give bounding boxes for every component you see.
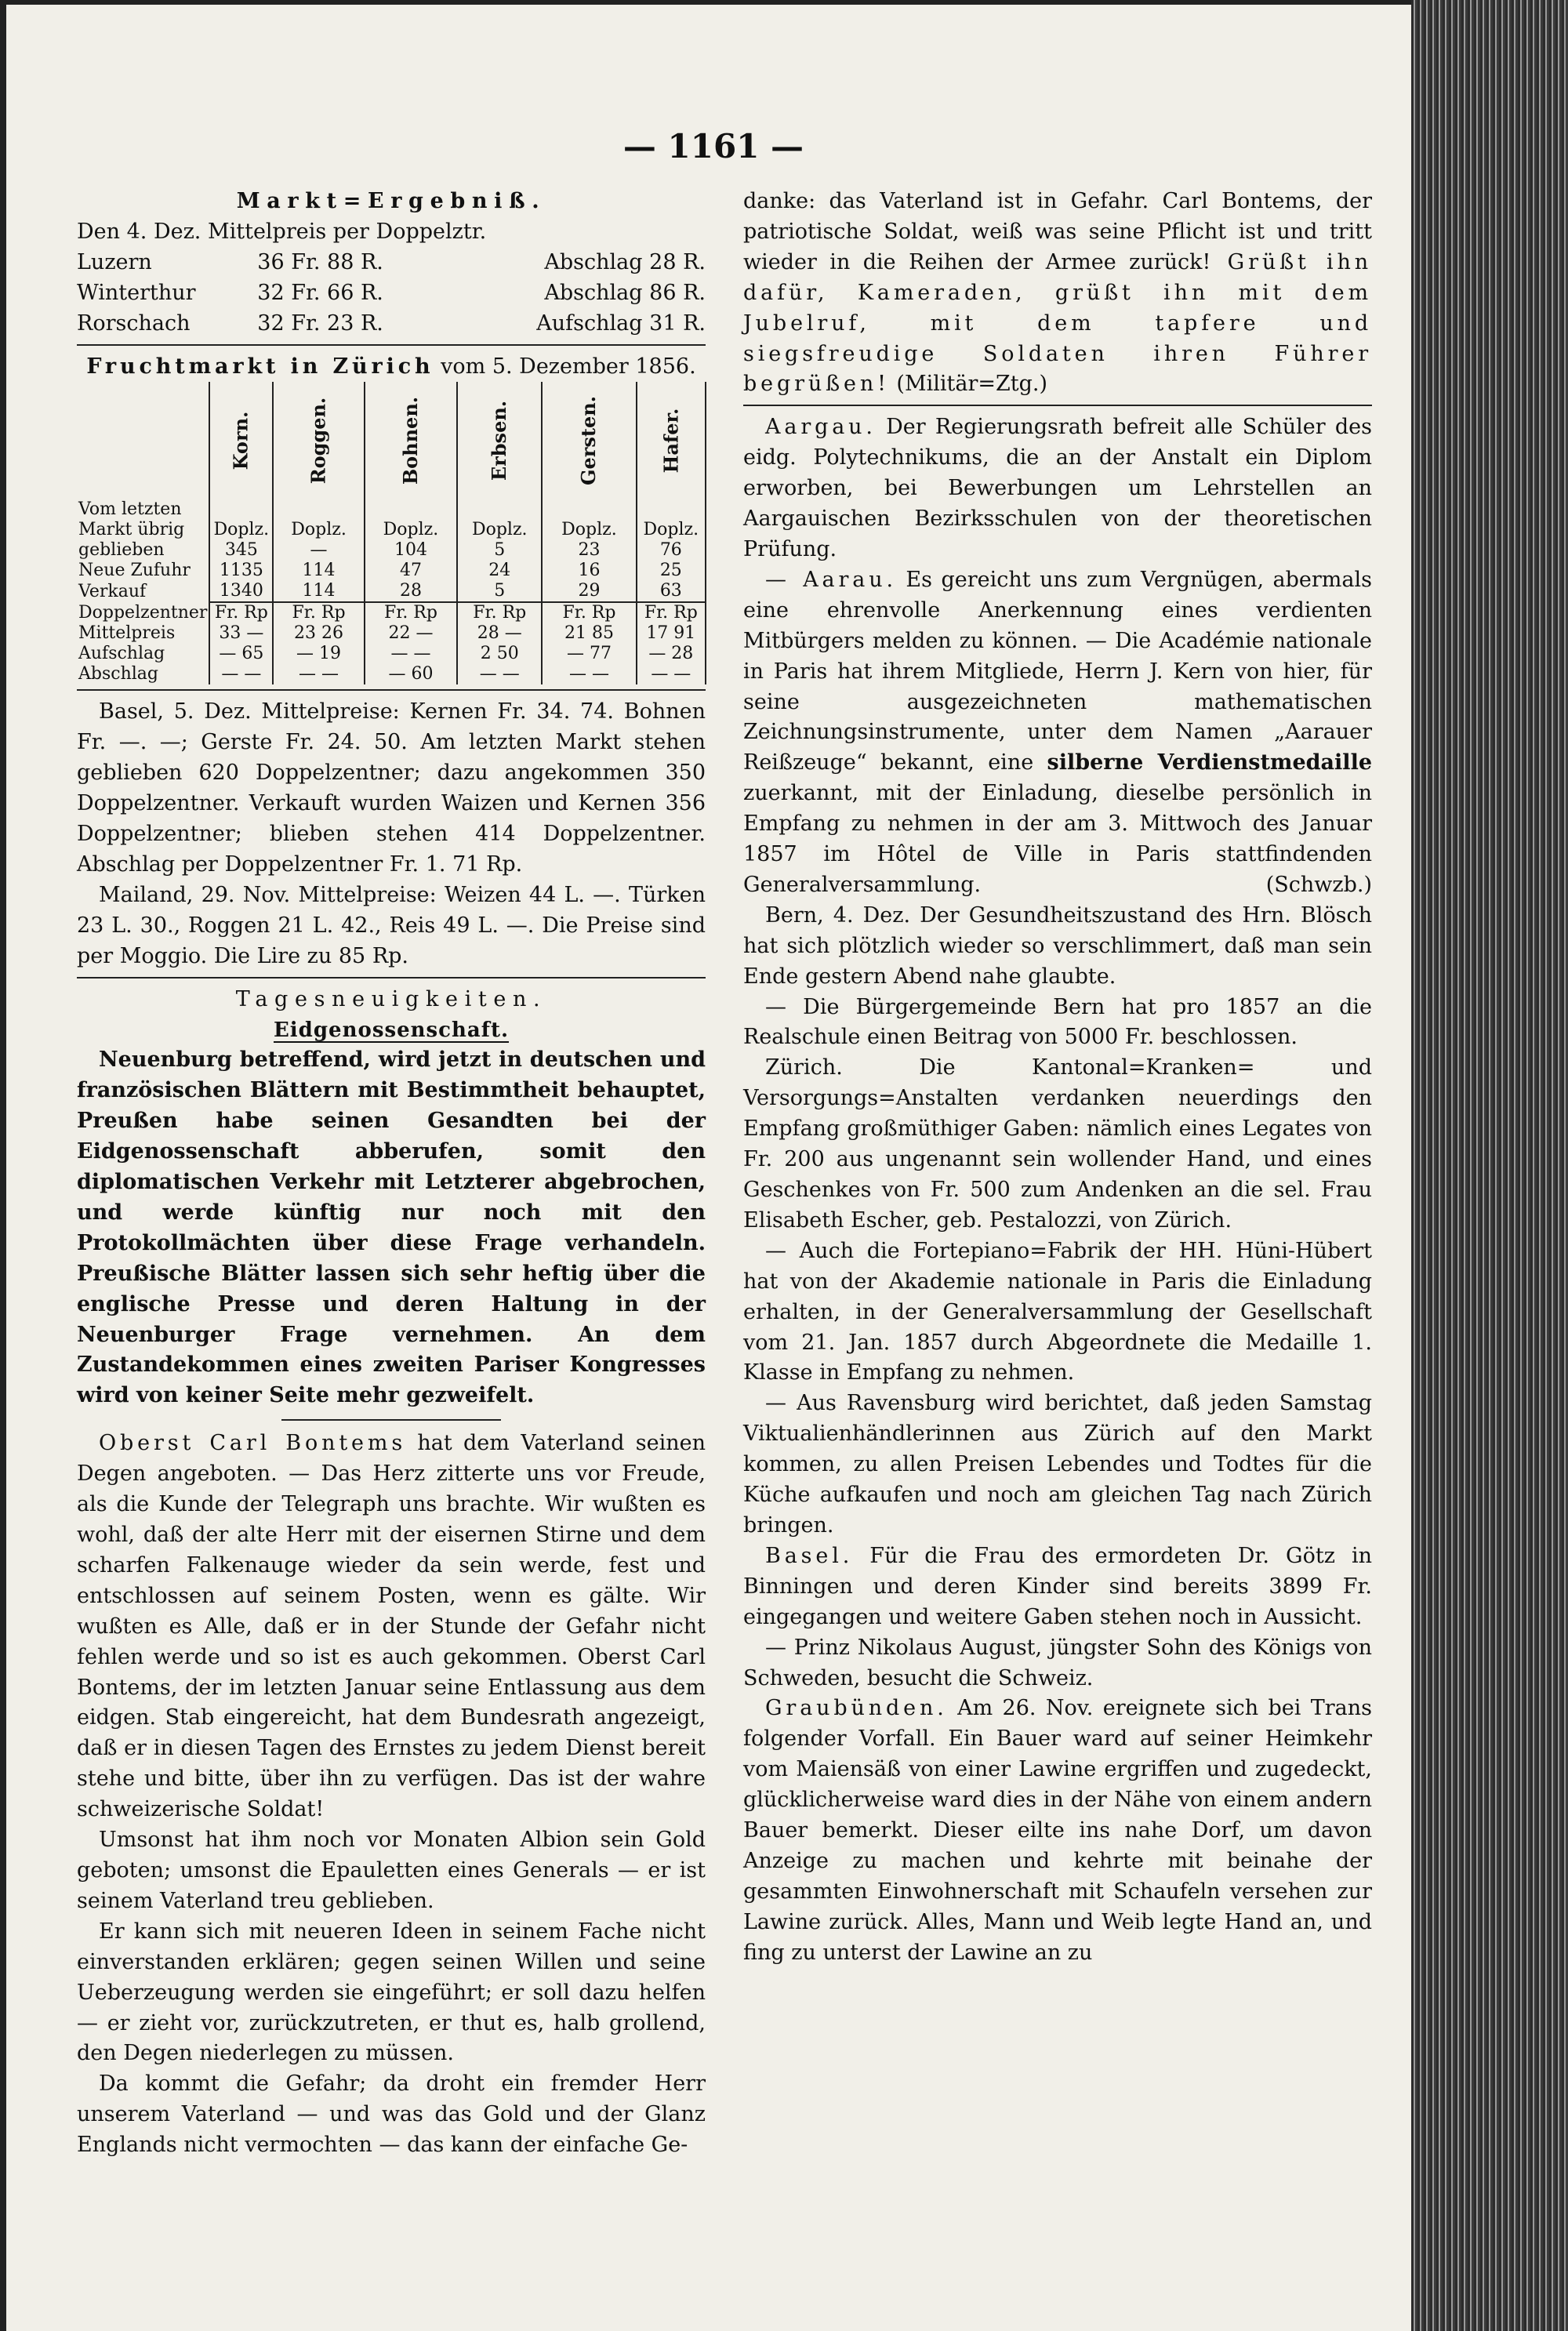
left-column bbox=[77, 187, 706, 2161]
markt-table bbox=[77, 248, 706, 339]
markt-row bbox=[77, 248, 706, 278]
fm-cell: 25 bbox=[637, 561, 706, 581]
fm-cell: 63 bbox=[637, 581, 706, 602]
bontems-paragraph-umsonst: Umsonst hat ihm noch vor Monaten Albion sein Gold geboten; umsonst die Epauletten eines Generals — er ist seinem Vaterland treu geblieben. bbox=[77, 1828, 706, 1913]
fm-cell bbox=[209, 499, 273, 520]
fm-cell bbox=[365, 499, 457, 520]
markt-row bbox=[77, 278, 706, 309]
fm-cell: — 60 bbox=[365, 664, 457, 684]
fm-cell: — — bbox=[273, 664, 365, 684]
aargau-text: Der Regierungsrath befreit alle Schüler des eidg. Polytechnikums, die an der Anstalt ein Diplom erworben, bei Bewerbungen um Lehrstellen an Aargauischen Bezirksschulen von der theoretischen Prüfung. bbox=[743, 415, 1372, 561]
graubuenden-article bbox=[743, 1694, 1372, 1968]
fm-row bbox=[77, 644, 706, 664]
fm-column-header bbox=[365, 382, 457, 499]
fm-cell: Fr. Rp bbox=[457, 602, 542, 623]
fm-row-label: Markt übrig bbox=[78, 520, 185, 540]
fm-row bbox=[77, 623, 706, 644]
fm-row bbox=[77, 499, 706, 520]
fm-cell: 345 bbox=[209, 540, 273, 561]
fm-row-label: Mittelpreis bbox=[78, 623, 176, 644]
fm-row-label: Neue Zufuhr bbox=[78, 561, 191, 581]
neuenburg-lead: Neuenburg bbox=[99, 1047, 232, 1073]
fm-row bbox=[77, 602, 706, 623]
markt-cell: Winterthur bbox=[77, 280, 196, 305]
fm-cell: 1135 bbox=[209, 561, 273, 581]
fm-cell: 33 — bbox=[209, 623, 273, 644]
fm-cell: — 65 bbox=[209, 644, 273, 664]
fm-cell: Doplz. bbox=[542, 520, 636, 540]
fm-corner bbox=[77, 382, 209, 499]
basel-market-report: Basel, 5. Dez. Mittelpreise: Kernen Fr. 34. 74. Bohnen Fr. —. —; Gerste Fr. 24. 50. Am letzten Markt stehen geblieben 620 Doppelzentner; dazu angekommen 350 Doppelzentner. Verkauft wurden Waizen und Kernen 356 Doppelzentner; blieben stehen 414 Doppelzentner. Abschlag per Doppelzentner Fr. 1. 71 Rp. bbox=[77, 699, 706, 877]
scan-border-top bbox=[0, 0, 1568, 5]
fm-cell: — — bbox=[457, 664, 542, 684]
fm-row bbox=[77, 581, 706, 602]
markt-cell: Abschlag 28 R. bbox=[544, 249, 706, 274]
fm-cell: 28 — bbox=[457, 623, 542, 644]
fm-column-label: Roggen. bbox=[307, 397, 330, 485]
fm-cell: 29 bbox=[542, 581, 636, 602]
buergergemeinde-article: — Die Bürgergemeinde Bern hat pro 1857 an die Realschule einen Beitrag von 5000 Fr. beschlossen. bbox=[743, 994, 1372, 1050]
neuenburg-article bbox=[77, 1045, 706, 1411]
fm-cell: 104 bbox=[365, 540, 457, 561]
fm-cell: Doplz. bbox=[209, 520, 273, 540]
fm-row bbox=[77, 540, 706, 561]
danke-source: (Militär=Ztg.) bbox=[889, 372, 1047, 397]
fm-cell: — 77 bbox=[542, 644, 636, 664]
bontems-paragraph-ideen: Er kann sich mit neueren Ideen in seinem Fache nicht einverstanden erklären; gegen seinen Willen und seine Ueberzeugung werden sie eingeführt; er soll dazu helfen — er zieht vor, zurückzutreten, er thut es, halb grollend, den Degen niederlegen zu müssen. bbox=[77, 1919, 706, 2066]
bern-lead: Bern, bbox=[765, 902, 824, 928]
fm-column-label: Korn. bbox=[229, 411, 252, 470]
fm-column-header bbox=[542, 382, 636, 499]
aargau-article bbox=[743, 412, 1372, 565]
fm-cell: Fr. Rp bbox=[637, 602, 706, 623]
markt-cell: Rorschach bbox=[77, 310, 191, 336]
fm-cell bbox=[457, 499, 542, 520]
graubuenden-text: Am 26. Nov. ereignete sich bei Trans folgender Vorfall. Ein Bauer ward auf seiner Heimkehr vom Maiensäß von einer Lawine ergriffen und zugedeckt, glücklicherweise ward dies in der Nähe von einem andern Bauer bemerkt. Dieser eilte ins nahe Dorf, um davon Anzeige zu machen und kehrte mit beinahe der gesammten Einwohnerschaft mit Schaufeln versehen zur Lawine zurück. Alles, Mann und Weib legte Hand an, und fing zu unterst der Lawine an zu bbox=[743, 1696, 1372, 1965]
fm-cell: — — bbox=[637, 664, 706, 684]
eidgenossenschaft-title bbox=[77, 1015, 706, 1046]
fm-row-label: Abschlag bbox=[78, 664, 158, 684]
aarau-article bbox=[743, 565, 1372, 901]
aargau-lead: Aargau. bbox=[765, 415, 877, 440]
fm-cell: 114 bbox=[273, 581, 365, 602]
markt-cell: Aufschlag 31 R. bbox=[536, 310, 706, 336]
fm-column-header bbox=[637, 382, 706, 499]
fm-cell: Doplz. bbox=[365, 520, 457, 540]
markt-cell: Luzern bbox=[77, 249, 152, 274]
danke-spaced: Grüßt ihn dafür, Kameraden, grüßt ihn mit dem Jubelruf, mit dem tapfere und siegsfreudige Soldaten ihren Führer begrüßen! bbox=[743, 249, 1372, 397]
markt-cell: 32 Fr. 66 R. bbox=[257, 280, 383, 305]
fm-cell: 16 bbox=[542, 561, 636, 581]
fm-column-label: Erbsen. bbox=[488, 400, 511, 481]
fm-cell: Doplz. bbox=[637, 520, 706, 540]
aarau-lead: — Aarau. bbox=[765, 567, 897, 592]
bontems-article bbox=[77, 1429, 706, 1825]
fm-row bbox=[77, 561, 706, 581]
fm-cell: 23 bbox=[542, 540, 636, 561]
fm-column-header bbox=[457, 382, 542, 499]
fruchtmarkt-title bbox=[77, 352, 706, 383]
fm-cell: 5 bbox=[457, 540, 542, 561]
fm-cell: Fr. Rp bbox=[542, 602, 636, 623]
fm-cell: — 19 bbox=[273, 644, 365, 664]
bontems-continuation bbox=[743, 187, 1372, 400]
bontems-text: hat dem Vaterland seinen Degen angeboten. — Das Herz zitterte uns vor Freude, als die Kunde der Telegraph uns brachte. Wir wußten es wohl, daß der alte Herr mit der eisernen Stirne und dem scharfen Falkenauge wieder da sein werde, fest und entschlossen auf seinem Posten, wenn es gälte. Wir wußten es Alle, daß er in der Stunde der Gefahr nicht fehlen werde und so ist es auch gekommen. Oberst Carl Bontems, der im letzten Januar seine Entlassung aus dem eidgen. Stab eingereicht, hat dem Bundesrath angezeigt, daß er in diesen Tagen des Ernstes zu jedem Dienst bereit stehe und bitte, über ihn zu verfügen. Das ist der wahre schweizerische Soldat! bbox=[77, 1431, 706, 1822]
divider bbox=[77, 344, 706, 346]
right-column bbox=[743, 187, 1372, 1969]
markt-row bbox=[77, 309, 706, 339]
fm-cell: — 28 bbox=[637, 644, 706, 664]
markt-cell: 36 Fr. 88 R. bbox=[257, 249, 383, 274]
markt-cell: 32 Fr. 23 R. bbox=[257, 310, 383, 336]
fm-cell: 5 bbox=[457, 581, 542, 602]
fm-cell: 28 bbox=[365, 581, 457, 602]
fruchtmarkt-table bbox=[77, 382, 706, 684]
page-number: — 1161 — bbox=[622, 127, 804, 165]
aarau-source: (Schwzb.) bbox=[1265, 872, 1372, 897]
graubuenden-lead: Graubünden. bbox=[765, 1696, 948, 1721]
fm-cell: Fr. Rp bbox=[209, 602, 273, 623]
fm-cell: 2 50 bbox=[457, 644, 542, 664]
fm-cell: 76 bbox=[637, 540, 706, 561]
scan-border-left bbox=[0, 0, 6, 2331]
fm-cell: 23 26 bbox=[273, 623, 365, 644]
fortepiano-article: — Auch die Fortepiano=Fabrik der HH. Hüni-Hübert hat von der Akademie nationale in Paris die Einladung erhalten, in der Generalversammlung der Gesellschaft vom 21. Jan. 1857 durch Abgeordnete die Medaille 1. Klasse in Empfang zu nehmen. bbox=[743, 1238, 1372, 1385]
eidgenossenschaft-title-text: Eidgenossenschaft. bbox=[273, 1018, 510, 1042]
neuenburg-text: betreffend, wird jetzt in deutschen und französischen Blättern mit Bestimmtheit behauptet, Preußen habe seinen Gesandten bei der Eidgenossenschaft abberufen, somit den diplomatischen Verkehr mit Letzterer abgebrochen, und werde künftig nur noch mit den Protokollmächten über diese Frage verhandeln. Preußische Blätter lassen sich sehr heftig über die englische Presse und deren Haltung in der Neuenburger Frage vernehmen. An dem Zustandekommen eines zweiten Pariser Kongresses wird von keiner Seite mehr gezweifelt. bbox=[77, 1047, 706, 1408]
aarau-medal: silberne Verdienstmedaille bbox=[1047, 750, 1372, 775]
bern-article bbox=[743, 901, 1372, 993]
bontems-lead: Oberst Carl Bontems bbox=[99, 1431, 407, 1456]
mailand-market-report: Mailand, 29. Nov. Mittelpreise: Weizen 44 L. —. Türken 23 L. 30., Roggen 21 L. 42., Reis 49 L. —. Die Preise sind per Moggio. Die Lire zu 85 Rp. bbox=[77, 882, 706, 968]
fm-cell bbox=[542, 499, 636, 520]
divider bbox=[77, 977, 706, 979]
fm-cell: Fr. Rp bbox=[365, 602, 457, 623]
short-divider bbox=[281, 1419, 501, 1421]
fm-cell: 114 bbox=[273, 561, 365, 581]
fm-column-label: Gersten. bbox=[577, 395, 601, 485]
fm-row bbox=[77, 520, 706, 540]
fm-cell: — — bbox=[209, 664, 273, 684]
basel-lead: Basel. bbox=[765, 1543, 854, 1568]
fm-column-header bbox=[209, 382, 273, 499]
fm-cell: 21 85 bbox=[542, 623, 636, 644]
fm-row bbox=[77, 664, 706, 684]
fm-cell: — — bbox=[542, 664, 636, 684]
fm-cell: 47 bbox=[365, 561, 457, 581]
markt-subtitle: Den 4. Dez. Mittelpreis per Doppelztr. bbox=[77, 219, 487, 244]
zuerich-lead: Zürich. bbox=[765, 1055, 843, 1080]
fm-cell: Doplz. bbox=[457, 520, 542, 540]
zuerich-article bbox=[743, 1053, 1372, 1236]
bern-text: 4. Dez. Der Gesundheitszustand des Hrn. Blösch hat sich plötzlich wieder so verschlimmert, daß man sein Ende gestern Abend nahe glaubte. bbox=[743, 902, 1372, 989]
aarau-text-a: Es gereicht uns zum Vergnügen, abermals eine ehrenvolle Anerkennung eines verdienten Mitbürgers melden zu können. — Die Académie nationale in Paris hat ihrem Mitgliede, Herrn J. Kern von hier, für seine ausgezeichneten mathematischen Zeichnungsinstrumente, unter dem Namen „Aarauer Reißzeuge“ bekannt, eine bbox=[743, 567, 1372, 775]
fm-cell: — bbox=[273, 540, 365, 561]
markt-cell: Abschlag 86 R. bbox=[544, 280, 706, 305]
divider bbox=[77, 689, 706, 691]
fm-column-label: Hafer. bbox=[659, 408, 682, 474]
bontems-paragraph-gefahr: Da kommt die Gefahr; da droht ein fremder Herr unserem Vaterland — und was das Gold und der Glanz Englands nicht vermochten — das kann der einfache Ge- bbox=[77, 2071, 706, 2158]
ravensburg-article: — Aus Ravensburg wird berichtet, daß jeden Samstag Viktualienhändlerinnen aus Zürich auf den Markt kommen, zu allen Preisen Lebendes und Todtes für die Küche aufkaufen und noch am gleichen Tag nach Zürich bringen. bbox=[743, 1391, 1372, 1538]
fm-row-label: geblieben bbox=[78, 540, 165, 561]
fm-cell bbox=[637, 499, 706, 520]
fm-cell: 22 — bbox=[365, 623, 457, 644]
fm-cell: Doplz. bbox=[273, 520, 365, 540]
fruchtmarkt-title-bold: Fruchtmarkt in Zürich bbox=[86, 354, 434, 379]
fm-cell: — — bbox=[365, 644, 457, 664]
book-page-edges bbox=[1411, 0, 1568, 2331]
fm-row-label: Aufschlag bbox=[78, 644, 165, 664]
fruchtmarkt-title-rest: vom 5. Dezember 1856. bbox=[434, 354, 696, 379]
fm-row-label: Vom letzten bbox=[78, 499, 182, 520]
fm-cell bbox=[273, 499, 365, 520]
basel-text: Für die Frau des ermordeten Dr. Götz in Binningen und deren Kinder sind bereits 3899 Fr. eingegangen und weitere Gaben stehen noch in Aussicht. bbox=[743, 1543, 1372, 1629]
fm-row-label: Doppelzentner bbox=[78, 602, 208, 623]
zuerich-text: Die Kantonal=Kranken= und Versorgungs=Anstalten verdanken neuerdings den Empfang großmüthiger Gaben: nämlich eines Legates von Fr. 200 aus ungenannt sein wollender Hand, und eines Geschenkes von Fr. 500 zum Andenken an die sel. Frau Elisabeth Escher, geb. Pestalozzi, von Zürich. bbox=[743, 1055, 1372, 1233]
divider bbox=[743, 405, 1372, 406]
markt-title: Markt=Ergebniß. bbox=[236, 189, 546, 213]
basel-article bbox=[743, 1541, 1372, 1633]
fm-column-label: Bohnen. bbox=[398, 396, 422, 485]
fm-cell: Fr. Rp bbox=[273, 602, 365, 623]
fm-cell: 17 91 bbox=[637, 623, 706, 644]
fm-cell: 24 bbox=[457, 561, 542, 581]
fm-row-label: Verkauf bbox=[78, 581, 147, 601]
prinz-article: — Prinz Nikolaus August, jüngster Sohn des Königs von Schweden, besucht die Schweiz. bbox=[743, 1635, 1372, 1690]
tagesneuigkeiten-title: Tagesneuigkeiten. bbox=[235, 986, 547, 1011]
danke-text: danke: das Vaterland ist in Gefahr. Carl Bontems, der patriotische Soldat, weiß was seine Pflicht ist und tritt wieder in die Reihen der Armee zurück! bbox=[743, 189, 1372, 274]
fm-cell: 1340 bbox=[209, 581, 273, 602]
aarau-text-b: zuerkannt, mit der Einladung, dieselbe persönlich in Empfang zu nehmen in der am 3. Mittwoch des Januar 1857 im Hôtel de Ville in Paris stattfindenden Generalversammlung. bbox=[743, 781, 1372, 897]
fm-column-header bbox=[273, 382, 365, 499]
